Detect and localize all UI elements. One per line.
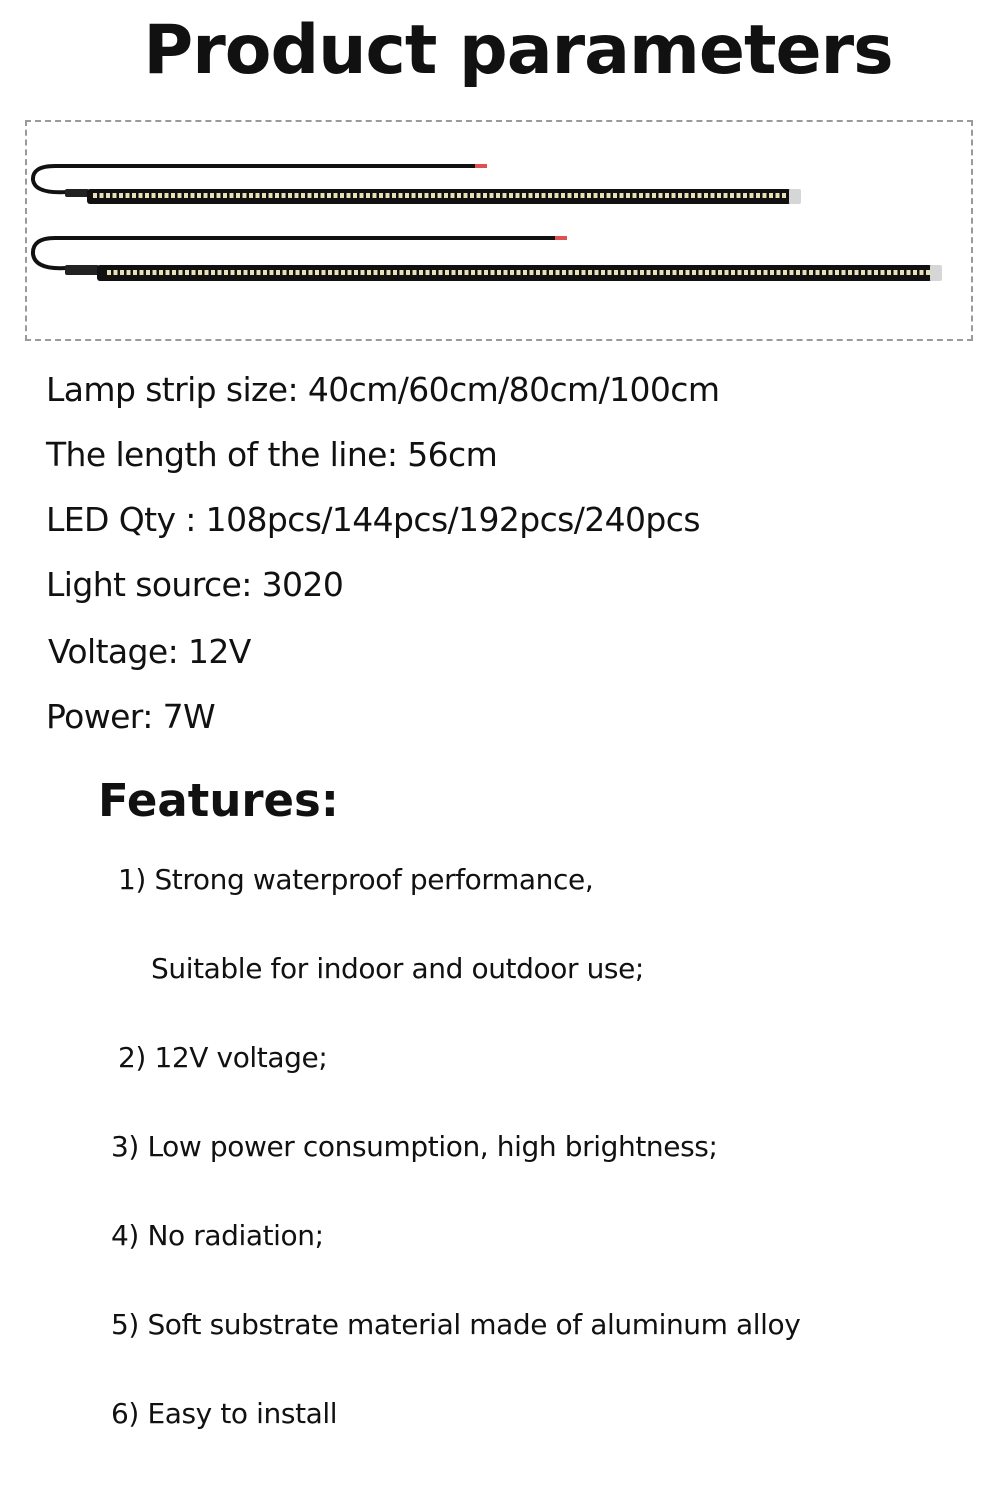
led-chip	[309, 270, 313, 275]
feature-item-4: 4) No radiation;	[111, 1219, 324, 1252]
strip-2-connector	[65, 265, 99, 275]
strip-2-endcap	[930, 265, 942, 281]
feature-item-1: 1) Strong waterproof performance,	[118, 863, 594, 896]
led-chip	[646, 193, 650, 198]
led-chip	[679, 270, 683, 275]
led-chip	[835, 270, 839, 275]
led-chip	[146, 270, 150, 275]
led-chip	[237, 270, 241, 275]
led-chip	[471, 270, 475, 275]
led-chip	[861, 270, 865, 275]
led-chip	[197, 193, 201, 198]
led-chip	[295, 193, 299, 198]
led-chip	[913, 270, 917, 275]
led-chip	[426, 270, 430, 275]
led-chip	[230, 193, 234, 198]
led-chip	[634, 270, 638, 275]
led-chip	[569, 270, 573, 275]
led-chip	[152, 193, 156, 198]
led-strip-short	[33, 164, 801, 204]
led-chip	[367, 270, 371, 275]
led-chip	[907, 270, 911, 275]
led-chip	[269, 193, 273, 198]
param-lamp-strip-size: Lamp strip size: 40cm/60cm/80cm/100cm	[46, 370, 720, 409]
led-chip	[769, 193, 773, 198]
led-strip-illustration	[27, 122, 971, 339]
led-chip	[926, 270, 930, 275]
led-chip	[334, 193, 338, 198]
param-line-length: The length of the line: 56cm	[46, 435, 498, 474]
led-chip	[257, 270, 261, 275]
led-chip	[406, 270, 410, 275]
led-chip	[640, 270, 644, 275]
led-chip	[783, 270, 787, 275]
led-chip	[223, 193, 227, 198]
param-led-qty: LED Qty : 108pcs/144pcs/192pcs/240pcs	[46, 500, 700, 539]
product-image-frame	[25, 120, 973, 341]
feature-item-2: 2) 12V voltage;	[118, 1041, 328, 1074]
led-chip	[750, 193, 754, 198]
led-chip	[756, 193, 760, 198]
led-chip	[218, 270, 222, 275]
led-chip	[757, 270, 761, 275]
led-chip	[322, 270, 326, 275]
led-chip	[686, 270, 690, 275]
led-chip	[432, 270, 436, 275]
led-chip	[380, 270, 384, 275]
led-chip	[354, 270, 358, 275]
led-chip	[503, 193, 507, 198]
led-chip	[179, 270, 183, 275]
led-chip	[387, 270, 391, 275]
led-chip	[159, 270, 163, 275]
led-chip	[477, 193, 481, 198]
led-chip	[816, 270, 820, 275]
led-chip	[704, 193, 708, 198]
led-chip	[581, 193, 585, 198]
led-chip	[620, 193, 624, 198]
led-chip	[198, 270, 202, 275]
strip-2-wire-tip	[555, 236, 567, 240]
led-chip	[829, 270, 833, 275]
led-chip	[256, 193, 260, 198]
led-chip	[431, 193, 435, 198]
led-chip	[158, 193, 162, 198]
led-chip	[153, 270, 157, 275]
led-chip	[517, 270, 521, 275]
led-chip	[711, 193, 715, 198]
led-chip	[478, 270, 482, 275]
led-chip	[731, 270, 735, 275]
led-chip	[490, 193, 494, 198]
led-chip	[712, 270, 716, 275]
led-chip	[166, 270, 170, 275]
led-chip	[582, 270, 586, 275]
led-chip	[379, 193, 383, 198]
led-chip	[263, 270, 267, 275]
led-chip	[504, 270, 508, 275]
led-chip	[730, 193, 734, 198]
led-chip	[133, 270, 137, 275]
led-chip	[764, 270, 768, 275]
param-light-source: Light source: 3020	[46, 565, 344, 604]
led-chip	[224, 270, 228, 275]
led-chip	[777, 270, 781, 275]
led-chip	[881, 270, 885, 275]
led-chip	[282, 193, 286, 198]
strip-1-endcap	[789, 189, 801, 204]
led-chip	[353, 193, 357, 198]
led-chip	[374, 270, 378, 275]
led-chip	[887, 270, 891, 275]
led-chip	[920, 270, 924, 275]
led-chip	[672, 193, 676, 198]
led-chip	[439, 270, 443, 275]
led-chip	[685, 193, 689, 198]
led-chip	[399, 193, 403, 198]
feature-item-1-continued: Suitable for indoor and outdoor use;	[151, 952, 644, 985]
led-chip	[548, 193, 552, 198]
led-chip	[653, 270, 657, 275]
led-chip	[405, 193, 409, 198]
led-chip	[496, 193, 500, 198]
led-chip	[348, 270, 352, 275]
led-chip	[413, 270, 417, 275]
led-chip	[412, 193, 416, 198]
led-chip	[587, 193, 591, 198]
led-chip	[718, 270, 722, 275]
led-chip	[556, 270, 560, 275]
led-chip	[114, 270, 118, 275]
page-title: Product parameters	[143, 11, 893, 90]
led-chip	[574, 193, 578, 198]
led-chip	[217, 193, 221, 198]
led-chip	[140, 270, 144, 275]
led-chip	[347, 193, 351, 198]
led-chip	[678, 193, 682, 198]
led-chip	[724, 193, 728, 198]
feature-item-3: 3) Low power consumption, high brightness;	[111, 1130, 718, 1163]
led-chip	[457, 193, 461, 198]
led-chip	[276, 270, 280, 275]
led-chip	[523, 270, 527, 275]
led-chip	[796, 270, 800, 275]
led-chip	[530, 270, 534, 275]
led-chip	[737, 193, 741, 198]
led-chip	[763, 193, 767, 198]
led-chip	[855, 270, 859, 275]
led-chip	[542, 193, 546, 198]
features-heading: Features:	[98, 774, 339, 827]
led-strip-long	[33, 236, 942, 281]
led-chip	[418, 193, 422, 198]
led-chip	[211, 270, 215, 275]
led-chip	[562, 270, 566, 275]
led-chip	[244, 270, 248, 275]
strip-1-wire	[33, 166, 477, 192]
led-chip	[296, 270, 300, 275]
led-chip	[231, 270, 235, 275]
led-chip	[673, 270, 677, 275]
led-chip	[601, 270, 605, 275]
led-chip	[594, 193, 598, 198]
led-chip	[171, 193, 175, 198]
led-chip	[894, 270, 898, 275]
led-chip	[419, 270, 423, 275]
led-chip	[438, 193, 442, 198]
led-chip	[600, 193, 604, 198]
led-chip	[393, 270, 397, 275]
led-chip	[868, 270, 872, 275]
led-chip	[288, 193, 292, 198]
led-chip	[360, 193, 364, 198]
led-chip	[308, 193, 312, 198]
led-chip	[497, 270, 501, 275]
led-chip	[119, 193, 123, 198]
led-chip	[165, 193, 169, 198]
led-chip	[842, 270, 846, 275]
led-chip	[113, 193, 117, 198]
led-chip	[361, 270, 365, 275]
led-chip	[283, 270, 287, 275]
led-chip	[782, 193, 786, 198]
led-chip	[613, 193, 617, 198]
led-chip	[874, 270, 878, 275]
led-chip	[522, 193, 526, 198]
strip-1-wire-tip	[475, 164, 487, 168]
led-chip	[302, 270, 306, 275]
led-chip	[250, 270, 254, 275]
led-chip	[107, 270, 111, 275]
led-chip	[543, 270, 547, 275]
led-chip	[373, 193, 377, 198]
led-chip	[555, 193, 559, 198]
led-chip	[386, 193, 390, 198]
led-chip	[510, 270, 514, 275]
led-chip	[614, 270, 618, 275]
led-chip	[698, 193, 702, 198]
led-chip	[340, 193, 344, 198]
led-chip	[639, 193, 643, 198]
led-chip	[575, 270, 579, 275]
led-chip	[243, 193, 247, 198]
led-chip	[100, 193, 104, 198]
led-chip	[659, 193, 663, 198]
led-chip	[536, 270, 540, 275]
led-chip	[744, 270, 748, 275]
led-chip	[633, 193, 637, 198]
led-chip	[93, 193, 97, 198]
led-chip	[139, 193, 143, 198]
led-chip	[192, 270, 196, 275]
led-chip	[289, 270, 293, 275]
led-chip	[204, 193, 208, 198]
led-chip	[848, 270, 852, 275]
led-chip	[392, 193, 396, 198]
led-chip	[743, 193, 747, 198]
led-chip	[666, 270, 670, 275]
led-chip	[452, 270, 456, 275]
led-chip	[900, 270, 904, 275]
led-chip	[561, 193, 565, 198]
led-chip	[751, 270, 755, 275]
led-chip	[458, 270, 462, 275]
led-chip	[509, 193, 513, 198]
led-chip	[665, 193, 669, 198]
led-chip	[210, 193, 214, 198]
led-chip	[178, 193, 182, 198]
strip-1-connector	[65, 189, 89, 197]
led-chip	[341, 270, 345, 275]
led-chip	[314, 193, 318, 198]
led-chip	[185, 270, 189, 275]
led-chip	[327, 193, 331, 198]
led-chip	[335, 270, 339, 275]
led-chip	[717, 193, 721, 198]
led-chip	[607, 193, 611, 198]
led-chip	[262, 193, 266, 198]
led-chip	[627, 270, 631, 275]
led-chip	[126, 193, 130, 198]
led-chip	[692, 270, 696, 275]
led-chip	[445, 270, 449, 275]
led-chip	[770, 270, 774, 275]
param-power: Power: 7W	[46, 697, 216, 736]
led-chip	[568, 193, 572, 198]
led-chip	[516, 193, 520, 198]
led-chip	[470, 193, 474, 198]
led-chip	[249, 193, 253, 198]
led-chip	[626, 193, 630, 198]
led-chip	[790, 270, 794, 275]
led-chip	[400, 270, 404, 275]
led-chip	[321, 193, 325, 198]
led-chip	[608, 270, 612, 275]
led-chip	[172, 270, 176, 275]
led-chip	[483, 193, 487, 198]
led-chip	[822, 270, 826, 275]
led-chip	[184, 193, 188, 198]
led-chip	[270, 270, 274, 275]
led-chip	[660, 270, 664, 275]
led-chip	[425, 193, 429, 198]
led-chip	[652, 193, 656, 198]
led-chip	[535, 193, 539, 198]
led-chip	[145, 193, 149, 198]
led-chip	[275, 193, 279, 198]
led-chip	[529, 193, 533, 198]
led-chip	[809, 270, 813, 275]
strip-2-wire	[33, 238, 557, 268]
led-chip	[120, 270, 124, 275]
led-chip	[725, 270, 729, 275]
led-chip	[595, 270, 599, 275]
led-chip	[236, 193, 240, 198]
led-chip	[647, 270, 651, 275]
led-chip	[301, 193, 305, 198]
led-chip	[328, 270, 332, 275]
led-chip	[444, 193, 448, 198]
led-chip	[191, 193, 195, 198]
led-chip	[588, 270, 592, 275]
led-chip	[464, 193, 468, 198]
param-voltage: Voltage: 12V	[48, 632, 251, 671]
feature-item-5: 5) Soft substrate material made of aluminum alloy	[111, 1308, 801, 1341]
led-chip	[106, 193, 110, 198]
led-chip	[738, 270, 742, 275]
led-chip	[127, 270, 131, 275]
led-chip	[549, 270, 553, 275]
led-chip	[491, 270, 495, 275]
feature-item-6: 6) Easy to install	[111, 1397, 338, 1430]
led-chip	[451, 193, 455, 198]
led-chip	[705, 270, 709, 275]
led-chip	[621, 270, 625, 275]
led-chip	[776, 193, 780, 198]
led-chip	[691, 193, 695, 198]
led-chip	[465, 270, 469, 275]
led-chip	[484, 270, 488, 275]
led-chip	[699, 270, 703, 275]
led-chip	[315, 270, 319, 275]
led-chip	[803, 270, 807, 275]
led-chip	[132, 193, 136, 198]
led-chip	[205, 270, 209, 275]
led-chip	[366, 193, 370, 198]
strip-2-body	[97, 265, 932, 281]
